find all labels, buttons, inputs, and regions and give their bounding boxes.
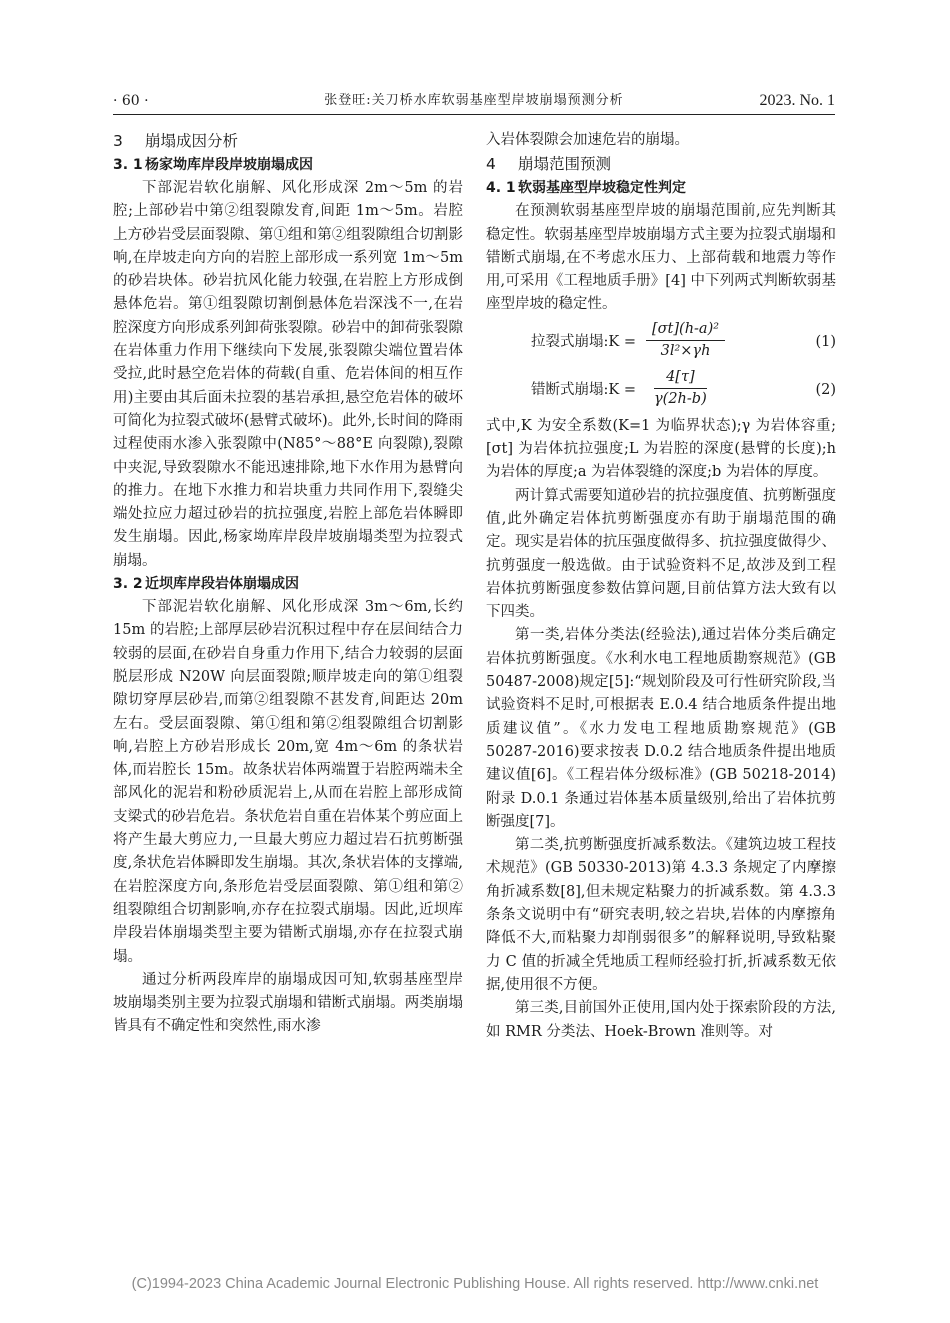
- paragraph: 第三类,目前国外正使用,国内处于探索阶段的方法,如 RMR 分类法、Hoek-Brown 准则等。对: [486, 1000, 836, 1040]
- section-number: 4: [486, 155, 496, 174]
- paragraph: 两计算式需要知道砂岩的抗拉强度值、抗剪断强度值,此外确定岩体抗剪断强度亦有助于崩塌范围的确定。现实是岩体的抗压强度做得多、抗拉强度做得少、抗剪强度一般选做。由于试验资料不足,故涉及到工程岩体抗剪断强度参数估算问题,目前估算方法大致有以下四类。: [486, 487, 836, 621]
- equation-number: (2): [815, 381, 836, 398]
- section-4-1-heading: [486, 177, 836, 200]
- section-number: 3. 2: [113, 576, 143, 593]
- paragraph: 在预测软弱基座型岸坡的崩塌范围前,应先判断其稳定性。软弱基座型岸坡崩塌方式主要为拉裂式崩塌和错断式崩塌,在不考虑水压力、上部荷载和地震力等作用,可采用《工程地质手册》[4] 中下列两式判断软弱基座型岸坡的稳定性。: [486, 203, 836, 313]
- issue-label: 2023. No. 1: [759, 92, 835, 109]
- copyright-footer: (C)1994-2023 China Academic Journal Electronic Publishing House. All rights reserved. http://www.cnki.net: [131, 1276, 819, 1292]
- section-title: 近坝库岸段岩体崩塌成因: [145, 576, 299, 593]
- section-number: 3: [113, 132, 123, 150]
- section-3-2-heading: [113, 573, 463, 596]
- denominator: 3l²×γh: [660, 342, 711, 359]
- equation-2: [486, 367, 836, 413]
- numerator: [σt](h-a)²: [646, 319, 725, 341]
- section-title: 崩塌成因分析: [145, 132, 239, 150]
- section-title: 杨家坳库岸段岸坡崩塌成因: [145, 157, 313, 173]
- section-3-1-heading: [113, 154, 463, 177]
- running-title: 张登旺:关刀桥水库软弱基座型岸坡崩塌预测分析: [324, 93, 624, 108]
- paragraph: 式中,K 为安全系数(K=1 为临界状态);γ 为岩体容重;[σt] 为岩体抗拉强度;L 为岩腔的深度(悬臂的长度);h 为岩体的厚度;a 为岩体裂缝的深度;b 为岩体的厚度。: [486, 417, 836, 481]
- paragraph: 下部泥岩软化崩解、风化形成深 2m～5m 的岩腔;上部砂岩中第②组裂隙发育,间距 1m～5m。岩腔上方砂岩受层面裂隙、第①组和第②组裂隙组合切割影响,在岸坡走向方向的岩腔上部形成一系列宽 1m～5m 的砂岩块体。砂岩抗风化能力较强,在岩腔上方形成倒悬体危岩。第①组裂隙切割倒悬体危岩深浅不一,在岩腔深度方向形成系列卸荷张裂隙。砂岩中的卸荷张裂隙在岩体重力作用下继续向下发展,张裂隙尖端位置岩体受拉,此时悬空危岩体的荷载(自重、危岩体间的相互作用)主要由其后面未拉裂的基岩承担,悬空危岩体的破坏可简化为拉裂式破坏(悬臂式破坏)。此外,长时间的降雨过程使雨水渗入张裂隙中(N85°～88°E 向裂隙),裂隙中夹泥,导致裂隙水不能迅速排除,地下水作用为悬臂向的推力。在地下水推力和岩块重力共同作用下,裂缝尖端处拉应力超过砂岩的抗拉强度,岩腔上部危岩体瞬即发生崩塌。因此,杨家坳库岸段岸坡崩塌类型为拉裂式崩塌。: [113, 180, 463, 569]
- equation-fraction: [654, 367, 707, 410]
- equation-fraction: [646, 319, 725, 362]
- page-header: [113, 88, 835, 115]
- section-3-heading: [113, 129, 463, 154]
- right-column: [486, 129, 836, 1044]
- paragraph: 通过分析两段库岸的崩塌成因可知,软弱基座型岸坡崩塌类别主要为拉裂式崩塌和错断式崩塌。两类崩塌皆具有不确定性和突然性,雨水渗: [113, 971, 463, 1035]
- section-title: 软弱基座型岸坡稳定性判定: [518, 180, 686, 197]
- paragraph: 第二类,抗剪断强度折减系数法。《建筑边坡工程技术规范》(GB 50330-2013)第 4.3.3 条规定了内摩擦角折减系数[8],但未规定粘聚力的折减系数。第 4.3.3 条条文说明中有“研究表明,较之岩块,岩体的内摩擦角降低不大,而粘聚力却削弱很多”的解释说明,导致粘聚力 C 值的折减全凭地质工程师经验打折,折减系数无依据,使用很不方便。: [486, 837, 836, 993]
- section-title: 崩塌范围预测: [518, 155, 612, 174]
- equation-number: (1): [815, 333, 836, 350]
- equation-lhs: 拉裂式崩塌:K =: [531, 333, 636, 350]
- paragraph: 下部泥岩软化崩解、风化形成深 3m～6m,长约 15m 的岩腔;上部厚层砂岩沉积过程中存在层间结合力较弱的层面,在砂岩自身重力作用下,结合力较弱的层面脱层形成 N20W 向层面裂隙;顺岸坡走向的第①组裂隙切穿厚层砂岩,而第②组裂隙不甚发育,间距达 20m 左右。受层面裂隙、第①组和第②组裂隙组合切割影响,岩腔上方砂岩形成长 20m,宽 4m～6m 的条状岩体,而岩腔长 15m。故条状岩体两端置于岩腔两端未全部风化的泥岩和粉砂质泥岩上,从而在岩腔上部形成简支梁式的砂岩危岩。条状危岩自重在岩体某个剪应面上将产生最大剪应力,一旦最大剪应力超过岩石抗剪断强度,条状危岩体瞬即发生崩塌。其次,条状岩体的支撑端,在岩腔深度方向,条形危岩受层面裂隙、第①组和第②组裂隙组合切割影响,亦存在拉裂式崩塌。因此,近坝库岸段岩体崩塌类型主要为错断式崩塌,亦存在拉裂式崩塌。: [113, 599, 463, 965]
- section-number: 4. 1: [486, 180, 516, 197]
- left-column: [113, 129, 463, 1039]
- numerator: 4[τ]: [654, 367, 707, 389]
- paragraph: 第一类,岩体分类法(经验法),通过岩体分类后确定岩体抗剪断强度。《水利水电工程地质勘察规范》(GB 50487-2008)规定[5]:“规划阶段及可行性研究阶段,当试验资料不足时,可根据表 E.0.4 结合地质条件提出地质建议值”。《水力发电工程地质勘察规范》(GB 50287-2016)要求按表 D.0.2 结合地质条件提出地质建议值[6]。《工程岩体分级标准》(GB 50218-2014)附录 D.0.1 条通过岩体基本质量级别,给出了岩体抗剪断强度[7]。: [486, 627, 836, 830]
- paragraph: 入岩体裂隙会加速危岩的崩塌。: [486, 132, 689, 148]
- equation-1: [486, 319, 836, 365]
- denominator: γ(2h-b): [654, 390, 707, 407]
- equation-lhs: 错断式崩塌:K =: [531, 381, 636, 398]
- section-4-heading: [486, 152, 836, 177]
- section-number: 3. 1: [113, 157, 143, 173]
- page-number: · 60 ·: [113, 93, 149, 109]
